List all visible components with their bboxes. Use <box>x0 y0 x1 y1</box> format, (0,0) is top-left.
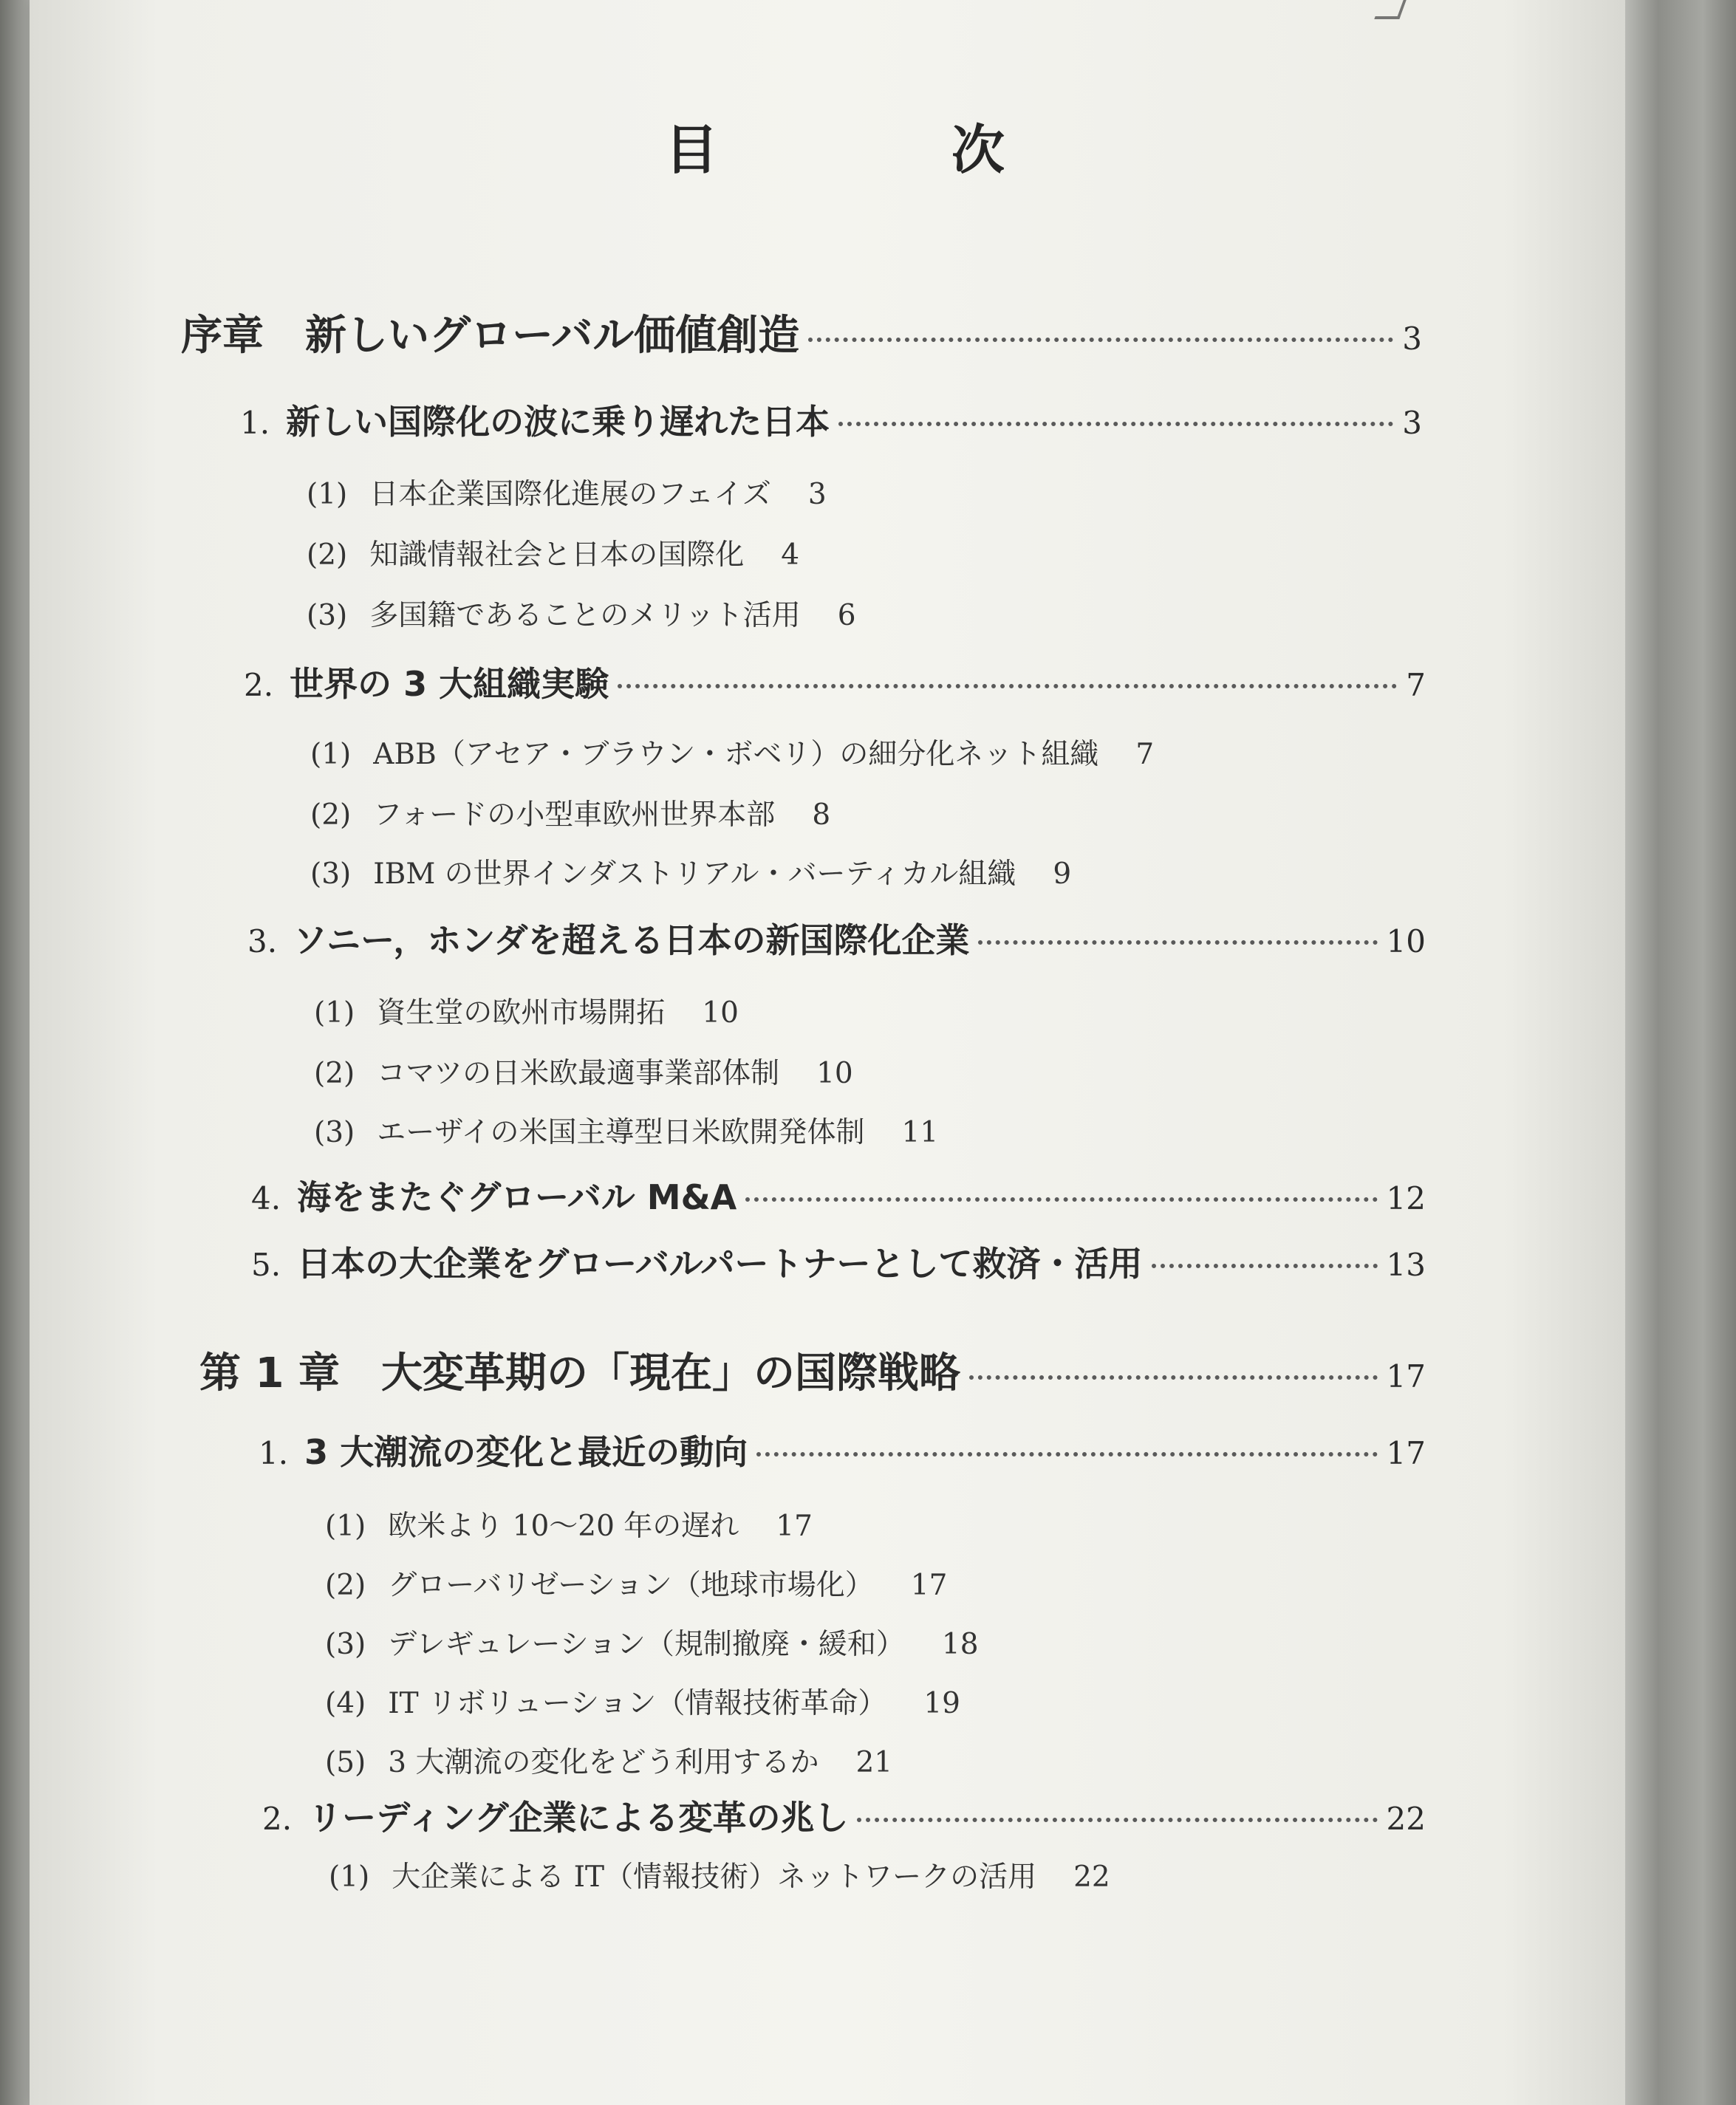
section-number: 4. <box>251 1180 281 1216</box>
toc-section-2[interactable] <box>262 1791 1426 1840</box>
page-number: 10 <box>816 1057 853 1090</box>
sub-title: 資生堂の欧州市場開拓 <box>377 996 666 1030</box>
toc-section-4[interactable] <box>251 1171 1426 1219</box>
toc-sub-item[interactable] <box>325 1562 947 1603</box>
sub-title: 大企業による IT（情報技術）ネットワークの活用 <box>392 1861 1037 1894</box>
title-char-1: 目 <box>665 118 719 181</box>
toc-sub-item[interactable] <box>310 731 1154 773</box>
page-number: 10 <box>702 996 739 1030</box>
page-number: 12 <box>1386 1180 1426 1216</box>
leader-dots <box>745 1197 1377 1202</box>
page-number: 22 <box>1073 1861 1110 1894</box>
toc-section-1[interactable] <box>259 1425 1426 1474</box>
corner-mark-icon <box>1374 0 1406 19</box>
toc-sub-item[interactable] <box>325 1680 960 1722</box>
leader-dots <box>618 684 1397 688</box>
section-title: 3 大潮流の変化と最近の動向 <box>304 1432 748 1472</box>
page-number: 8 <box>812 798 831 832</box>
page-number: 19 <box>923 1687 960 1720</box>
sub-number: (1) <box>325 1510 366 1543</box>
page-number: 22 <box>1386 1801 1426 1837</box>
leader-dots <box>808 338 1393 342</box>
toc-section-5[interactable] <box>251 1237 1426 1286</box>
page-number: 17 <box>776 1510 813 1543</box>
section-title: 日本の大企業をグローバルパートナーとして救済・活用 <box>297 1244 1143 1284</box>
page-number: 17 <box>910 1569 948 1602</box>
page-number: 9 <box>1053 858 1072 891</box>
chapter-title: 第 1 章 大変革期の「現在」の国際戦略 <box>199 1349 960 1397</box>
book-binding-edge <box>1625 0 1736 2105</box>
sub-title: ABB（アセア・ブラウン・ボベリ）の細分化ネット組織 <box>373 738 1099 771</box>
sub-title: 多国籍であることのメリット活用 <box>369 599 801 632</box>
section-title: 海をまたぐグローバル M&A <box>297 1177 737 1217</box>
toc-sub-item[interactable] <box>307 592 856 634</box>
title-char-2: 次 <box>951 118 1005 181</box>
page-number: 17 <box>1386 1435 1426 1471</box>
page-number: 6 <box>837 599 856 632</box>
sub-title: デレギュレーション（規制撤廃・緩和） <box>388 1628 905 1661</box>
page-number: 13 <box>1386 1247 1426 1283</box>
page-number: 3 <box>1402 405 1422 441</box>
page-number: 7 <box>1135 738 1155 771</box>
sub-number: (2) <box>314 1057 355 1090</box>
page-title <box>665 107 1005 184</box>
section-number: 1. <box>240 405 270 441</box>
page-number: 11 <box>901 1116 939 1149</box>
leader-dots <box>857 1818 1377 1822</box>
toc-section-2[interactable] <box>244 657 1426 706</box>
page-number: 7 <box>1406 667 1426 703</box>
page-number: 3 <box>1402 321 1422 357</box>
page-number: 17 <box>1386 1358 1426 1394</box>
section-number: 3. <box>247 923 278 959</box>
sub-number: (3) <box>325 1628 366 1661</box>
toc-section-1[interactable] <box>240 395 1422 444</box>
section-title: ソニー，ホンダを超える日本の新国際化企業 <box>293 920 970 960</box>
toc-sub-item[interactable] <box>329 1854 1110 1895</box>
sub-number: (3) <box>310 858 352 891</box>
sub-number: (2) <box>310 798 352 832</box>
section-title: リーディング企業による変革の兆し <box>308 1798 849 1838</box>
section-title: 世界の 3 大組織実験 <box>290 664 609 704</box>
leader-dots <box>1152 1264 1378 1268</box>
sub-number: (1) <box>329 1861 370 1894</box>
section-number: 2. <box>244 667 274 703</box>
sub-title: IT リボリューション（情報技術革命） <box>388 1687 887 1720</box>
toc-sub-item[interactable] <box>310 792 830 833</box>
toc-chapter-0[interactable] <box>181 303 1422 362</box>
sub-title: グローバリゼーション（地球市場化） <box>388 1569 874 1602</box>
leader-dots <box>978 940 1377 945</box>
sub-title: エーザイの米国主導型日米欧開発体制 <box>377 1116 865 1149</box>
section-number: 5. <box>251 1247 281 1283</box>
toc-chapter-1[interactable] <box>199 1341 1426 1400</box>
sub-number: (1) <box>307 478 348 511</box>
toc-sub-item[interactable] <box>307 532 799 573</box>
sub-title: 3 大潮流の変化をどう利用するか <box>388 1746 819 1779</box>
sub-number: (1) <box>310 738 352 771</box>
toc-sub-item[interactable] <box>314 1109 938 1151</box>
toc-sub-item[interactable] <box>314 990 739 1031</box>
sub-number: (1) <box>314 996 355 1030</box>
toc-sub-item[interactable] <box>314 1050 853 1092</box>
sub-title: 日本企業国際化進展のフェイズ <box>369 478 771 511</box>
toc-sub-item[interactable] <box>325 1739 892 1781</box>
section-number: 2. <box>262 1801 293 1837</box>
sub-number: (3) <box>314 1116 355 1149</box>
section-title: 新しい国際化の波に乗り遅れた日本 <box>286 402 830 442</box>
leader-dots <box>969 1375 1378 1380</box>
sub-title: 知識情報社会と日本の国際化 <box>369 538 745 572</box>
page-number: 4 <box>781 538 800 572</box>
page-number: 18 <box>941 1628 979 1661</box>
book-page <box>30 0 1633 2105</box>
sub-title: フォードの小型車欧州世界本部 <box>373 798 776 832</box>
sub-number: (4) <box>325 1687 366 1720</box>
sub-number: (3) <box>307 599 348 632</box>
sub-number: (2) <box>307 538 348 572</box>
toc-sub-item[interactable] <box>310 851 1071 892</box>
toc-section-3[interactable] <box>247 914 1426 962</box>
sub-title: IBM の世界インダストリアル・バーティカル組織 <box>373 858 1016 891</box>
leader-dots <box>838 422 1393 426</box>
sub-title: コマツの日米欧最適事業部体制 <box>377 1057 780 1090</box>
page-number: 21 <box>855 1746 893 1779</box>
page-number: 3 <box>807 478 827 511</box>
leader-dots <box>756 1452 1377 1457</box>
section-number: 1. <box>259 1435 289 1471</box>
sub-number: (5) <box>325 1746 366 1779</box>
page-number: 10 <box>1386 923 1426 959</box>
sub-title: 欧米より 10～20 年の遅れ <box>388 1510 739 1543</box>
toc-sub-item[interactable] <box>325 1503 813 1544</box>
toc-sub-item[interactable] <box>325 1621 979 1663</box>
toc-sub-item[interactable] <box>307 471 827 513</box>
chapter-title: 序章 新しいグローバル価値創造 <box>181 312 800 360</box>
sub-number: (2) <box>325 1569 366 1602</box>
